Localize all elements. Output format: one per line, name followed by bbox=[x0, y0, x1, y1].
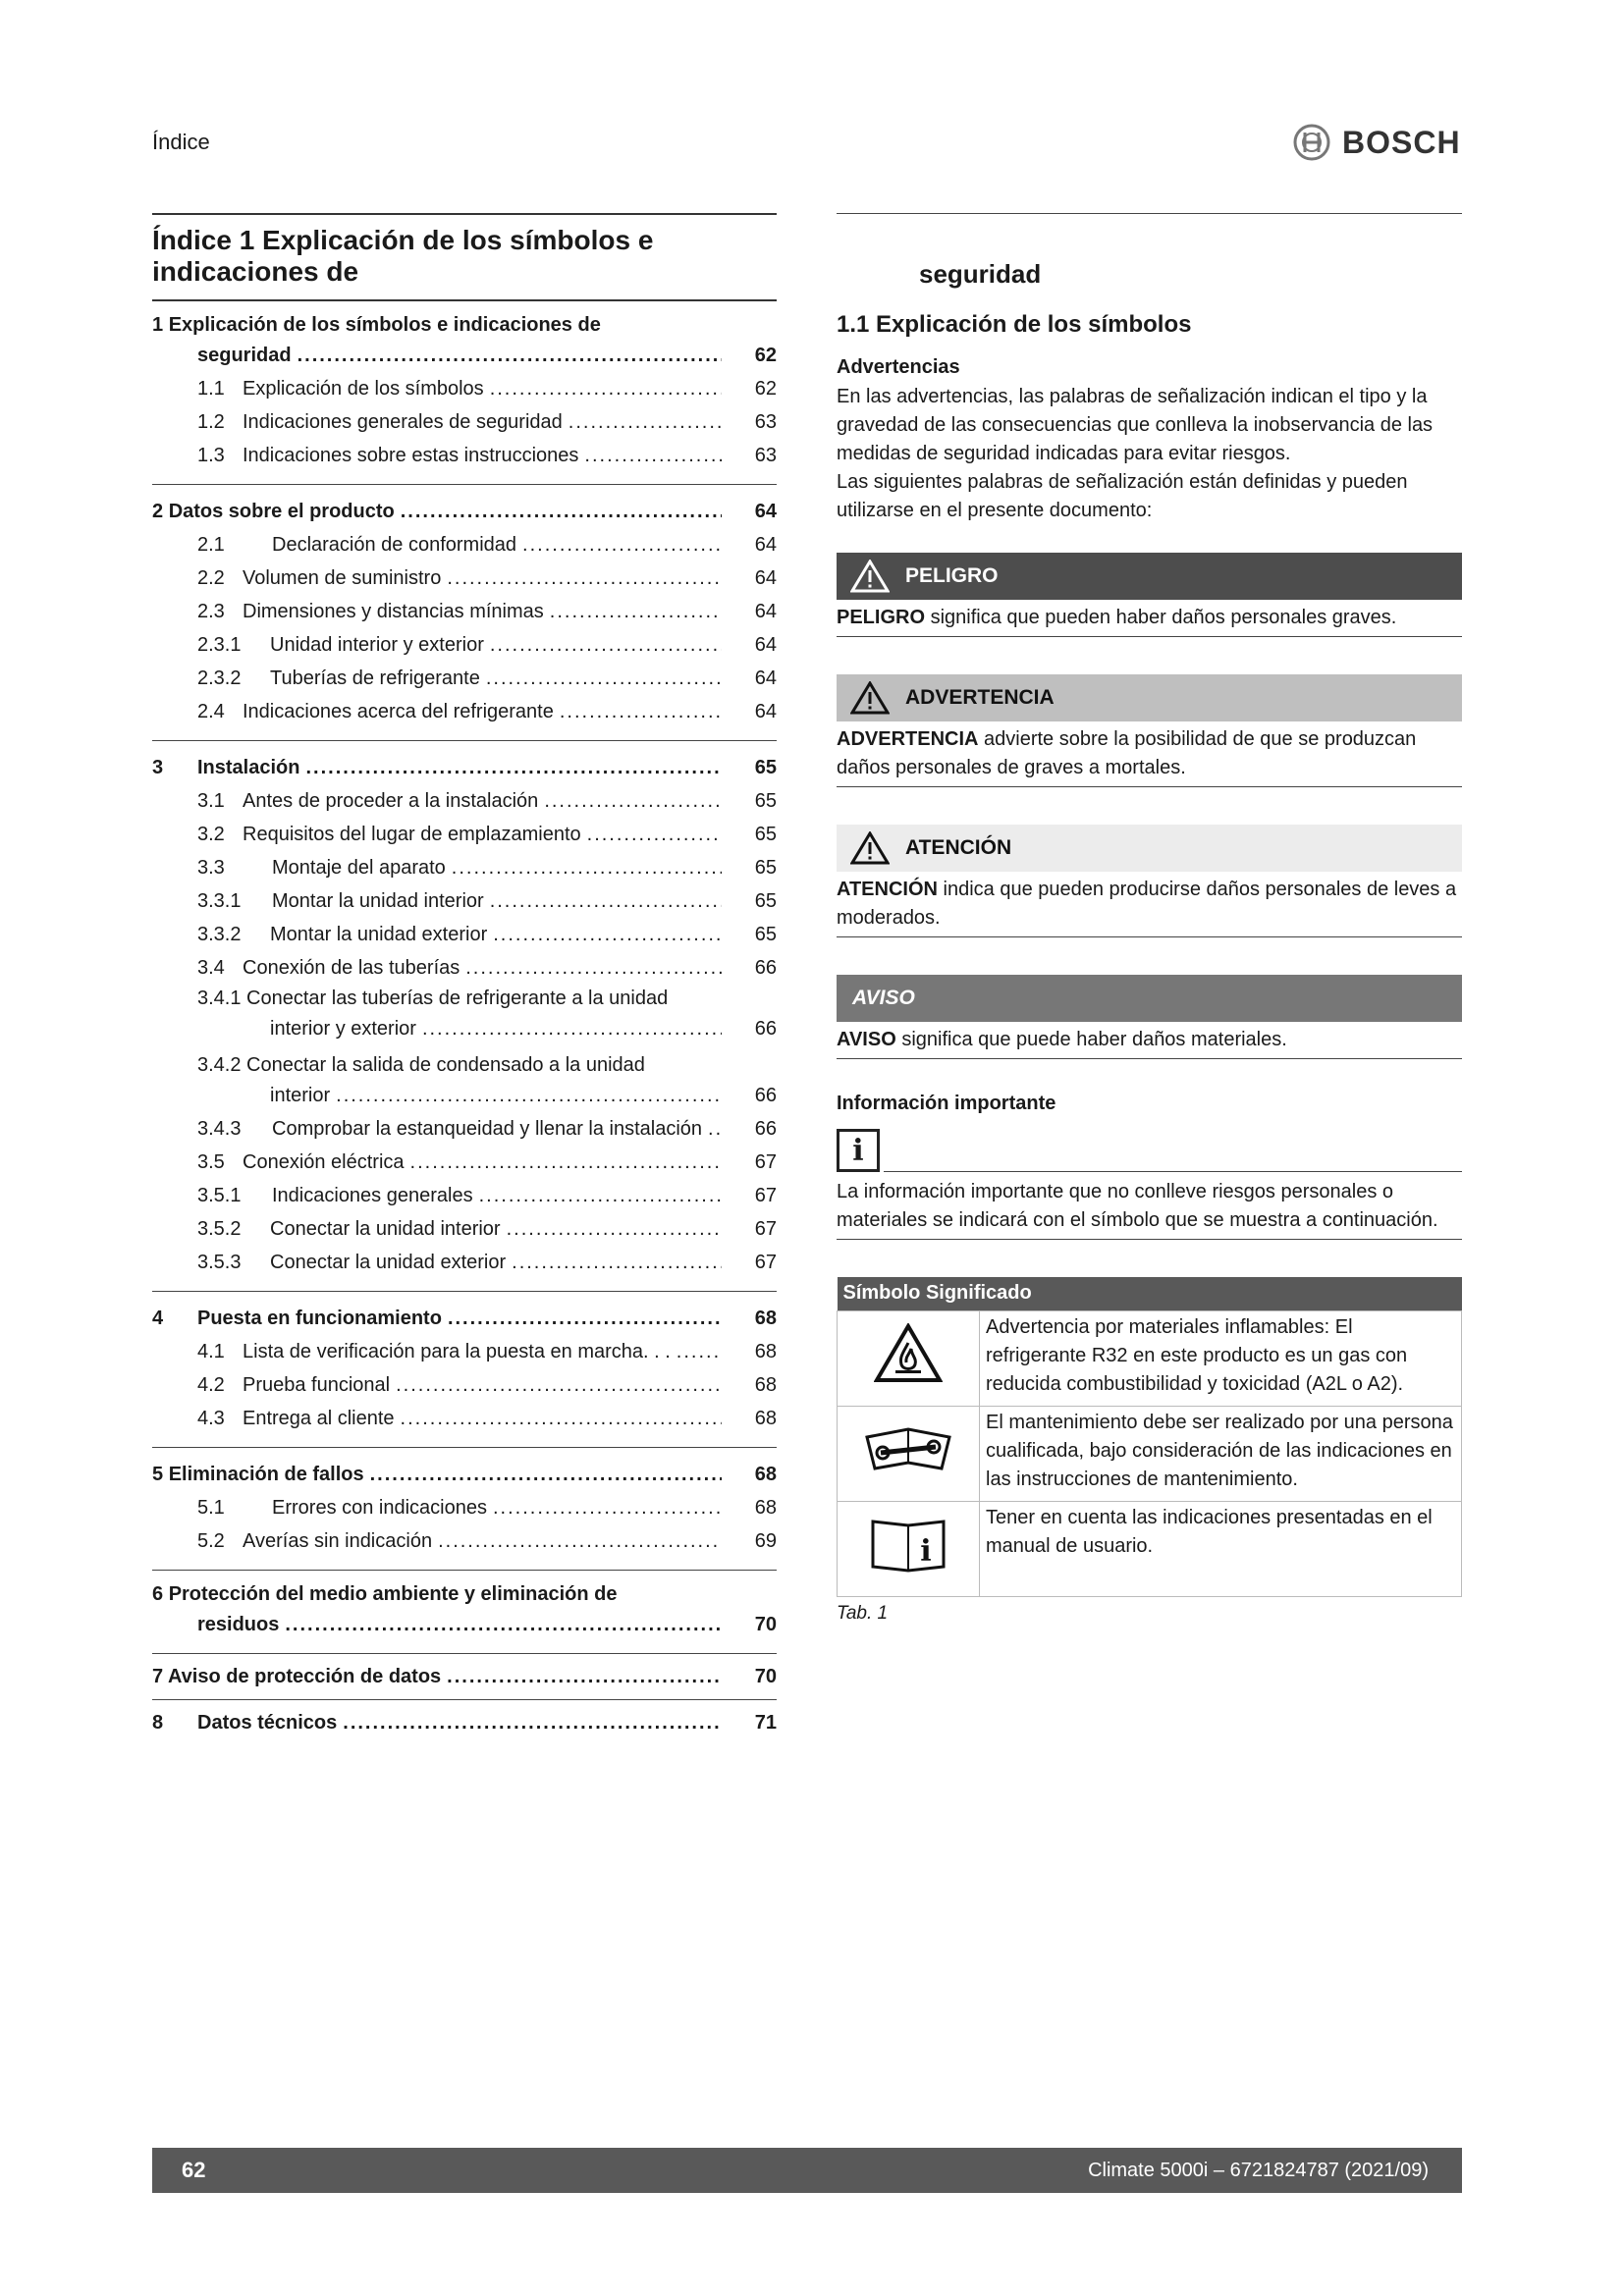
table-cell: Advertencia por materiales inflamables: El refrigerante R32 en este producto es un gas con reducida combustibilidad y toxicidad (A2L o A2). bbox=[980, 1310, 1462, 1406]
toc-entry[interactable]: 7 Aviso de protección de datos ..... 70 bbox=[152, 1660, 777, 1693]
toc-entry[interactable]: 3.4.2 Conectar la salida de condensado a la unidad bbox=[197, 1054, 645, 1076]
warnings-title: Advertencias bbox=[837, 356, 960, 378]
toc-section-1 bbox=[152, 301, 777, 484]
header-section-title: Índice bbox=[152, 130, 210, 154]
aviso-description: AVISO significa que puede haber daños materiales. bbox=[837, 1022, 1462, 1059]
toc-entry[interactable]: 1.3 Indicaciones sobre estas instrucciones ..... 63 bbox=[152, 439, 777, 472]
toc-entry[interactable]: 2.3.1 Unidad interior y exterior ..... 64 bbox=[152, 628, 777, 662]
toc-section-6 bbox=[152, 1571, 777, 1653]
toc-section-2 bbox=[152, 485, 777, 740]
toc-entry-cont[interactable]: residuos ..... 70 bbox=[152, 1608, 777, 1641]
brand-name: BOSCH bbox=[1342, 124, 1461, 160]
table-row bbox=[838, 1406, 1462, 1501]
toc-entry[interactable]: 2.1 Declaración de conformidad ..... 64 bbox=[152, 528, 777, 561]
toc-entry[interactable]: 3.3 Montaje del aparato ..... 65 bbox=[152, 851, 777, 884]
page-number: 62 bbox=[182, 2158, 206, 2182]
document-reference: Climate 5000i – 6721824787 (2021/09) bbox=[1088, 2159, 1429, 2181]
toc-entry[interactable]: 2.3.2 Tuberías de refrigerante ..... 64 bbox=[152, 662, 777, 695]
toc-entry[interactable]: 3.2 Requisitos del lugar de emplazamiento ..... 65 bbox=[152, 818, 777, 851]
toc-section-5 bbox=[152, 1448, 777, 1570]
toc-section-7 bbox=[152, 1654, 777, 1699]
toc-entry[interactable]: 4.1 Lista de verificación para la puesta en marcha. . . ..... 68 bbox=[152, 1335, 777, 1368]
info-row bbox=[837, 1129, 1462, 1172]
warning-triangle-icon bbox=[850, 681, 890, 715]
peligro-label: PELIGRO bbox=[905, 564, 999, 587]
warning-triangle-icon bbox=[850, 560, 890, 593]
toc-entry[interactable]: 2.2 Volumen de suministro ..... 64 bbox=[152, 561, 777, 595]
toc-section-3 bbox=[152, 741, 777, 1291]
symbol-table bbox=[837, 1277, 1462, 1597]
info-description: La información importante que no conlleve riesgos personales o materiales se indicará con el símbolo que se muestra a continuación. bbox=[837, 1172, 1462, 1240]
toc-entry[interactable]: 1.1 Explicación de los símbolos ..... 62 bbox=[152, 372, 777, 405]
toc-entry[interactable]: 5.1 Errores con indicaciones ..... 68 bbox=[152, 1491, 777, 1524]
page-footer bbox=[152, 2148, 1462, 2193]
advertencia-label: ADVERTENCIA bbox=[905, 686, 1055, 709]
toc-entry[interactable]: 3.5 Conexión eléctrica ..... 67 bbox=[152, 1146, 777, 1179]
table-cell: Tener en cuenta las indicaciones presentadas en el manual de usuario. bbox=[980, 1501, 1462, 1596]
toc-entry[interactable]: 2.4 Indicaciones acerca del refrigerante ..... 64 bbox=[152, 695, 777, 728]
symbol-table-header: Símbolo Significado bbox=[838, 1277, 1462, 1310]
toc-entry-cont[interactable]: interior ..... 66 bbox=[152, 1079, 777, 1112]
toc-entry[interactable]: 3.4 Conexión de las tuberías ..... 66 bbox=[152, 951, 777, 985]
info-icon: i bbox=[837, 1129, 880, 1172]
warnings-paragraph: En las advertencias, las palabras de señalización indican el tipo y la gravedad de las consecuencias que conlleva la inobservancia de las medidas de seguridad indicadas para evitar riesgos. bbox=[837, 386, 1434, 464]
section-heading-continued: seguridad bbox=[919, 259, 1042, 289]
safety-section bbox=[837, 213, 1462, 1625]
atencion-banner bbox=[837, 825, 1462, 872]
table-of-contents bbox=[152, 213, 777, 1745]
bosch-armature-icon bbox=[1293, 124, 1330, 161]
toc-entry[interactable]: 2.3 Dimensiones y distancias mínimas ..... 64 bbox=[152, 595, 777, 628]
toc-entry[interactable]: 3.1 Antes de proceder a la instalación ..... 65 bbox=[152, 784, 777, 818]
flammable-warning-icon bbox=[838, 1310, 980, 1406]
atencion-label: ATENCIÓN bbox=[905, 836, 1012, 859]
toc-entry[interactable]: 1 Explicación de los símbolos e indicaciones de bbox=[152, 314, 601, 336]
info-glyph: i bbox=[920, 1534, 932, 1569]
user-manual-info-icon bbox=[838, 1501, 980, 1596]
toc-entry[interactable]: 1.2 Indicaciones generales de seguridad ..... 63 bbox=[152, 405, 777, 439]
toc-entry-cont[interactable]: seguridad ..... 62 bbox=[152, 339, 777, 372]
toc-entry[interactable]: 3.4.1 Conectar las tuberías de refrigerante a la unidad bbox=[197, 988, 669, 1009]
toc-entry[interactable]: 3.4.3 Comprobar la estanqueidad y llenar la instalación ..... 66 bbox=[152, 1112, 777, 1146]
advertencia-banner bbox=[837, 674, 1462, 721]
service-manual-icon bbox=[838, 1406, 980, 1501]
toc-entry[interactable]: 4.3 Entrega al cliente ..... 68 bbox=[152, 1402, 777, 1435]
table-caption: Tab. 1 bbox=[837, 1602, 889, 1624]
toc-entry[interactable]: 4 Puesta en funcionamiento ..... 68 bbox=[152, 1302, 777, 1335]
toc-section-4 bbox=[152, 1292, 777, 1447]
atencion-description: ATENCIÓN indica que pueden producirse daños personales de leves a moderados. bbox=[837, 872, 1462, 937]
toc-entry[interactable]: 3 Instalación ..... 65 bbox=[152, 751, 777, 784]
toc-entry[interactable]: 5 Eliminación de fallos ..... 68 bbox=[152, 1458, 777, 1491]
subsection-heading: 1.1 Explicación de los símbolos bbox=[837, 311, 1192, 338]
table-row bbox=[838, 1310, 1462, 1406]
toc-entry[interactable]: 2 Datos sobre el producto ..... 64 bbox=[152, 495, 777, 528]
toc-entry[interactable]: 3.3.1 Montar la unidad interior ..... 65 bbox=[152, 884, 777, 918]
toc-entry[interactable]: 3.5.1 Indicaciones generales ..... 67 bbox=[152, 1179, 777, 1212]
aviso-banner bbox=[837, 975, 1462, 1022]
aviso-label: AVISO bbox=[852, 987, 915, 1009]
bosch-logo bbox=[1293, 124, 1461, 161]
warning-triangle-icon bbox=[850, 831, 890, 865]
peligro-banner bbox=[837, 553, 1462, 600]
toc-entry-cont[interactable]: interior y exterior ..... 66 bbox=[152, 1012, 777, 1045]
warnings-paragraph: Las siguientes palabras de señalización están definidas y pueden utilizarse en el presente documento: bbox=[837, 471, 1408, 521]
advertencia-description: ADVERTENCIA advierte sobre la posibilidad de que se produzcan daños personales de graves a mortales. bbox=[837, 721, 1462, 787]
toc-section-8 bbox=[152, 1700, 777, 1745]
peligro-description: PELIGRO significa que pueden haber daños personales graves. bbox=[837, 600, 1462, 637]
toc-entry[interactable]: 5.2 Averías sin indicación ..... 69 bbox=[152, 1524, 777, 1558]
info-title: Información importante bbox=[837, 1093, 1056, 1114]
toc-entry[interactable]: 3.5.3 Conectar la unidad exterior ..... 67 bbox=[152, 1246, 777, 1279]
table-cell: El mantenimiento debe ser realizado por una persona cualificada, bajo consideración de las indicaciones en las instrucciones de mantenimiento. bbox=[980, 1406, 1462, 1501]
toc-entry[interactable]: 3.5.2 Conectar la unidad interior ..... 67 bbox=[152, 1212, 777, 1246]
table-row bbox=[838, 1501, 1462, 1596]
toc-heading: Índice 1 Explicación de los símbolos e indicaciones de bbox=[152, 225, 654, 287]
toc-entry[interactable]: 4.2 Prueba funcional ..... 68 bbox=[152, 1368, 777, 1402]
toc-entry[interactable]: 6 Protección del medio ambiente y eliminación de bbox=[152, 1583, 618, 1605]
toc-entry[interactable]: 8 Datos técnicos ..... 71 bbox=[152, 1706, 777, 1739]
toc-entry[interactable]: 3.3.2 Montar la unidad exterior ..... 65 bbox=[152, 918, 777, 951]
